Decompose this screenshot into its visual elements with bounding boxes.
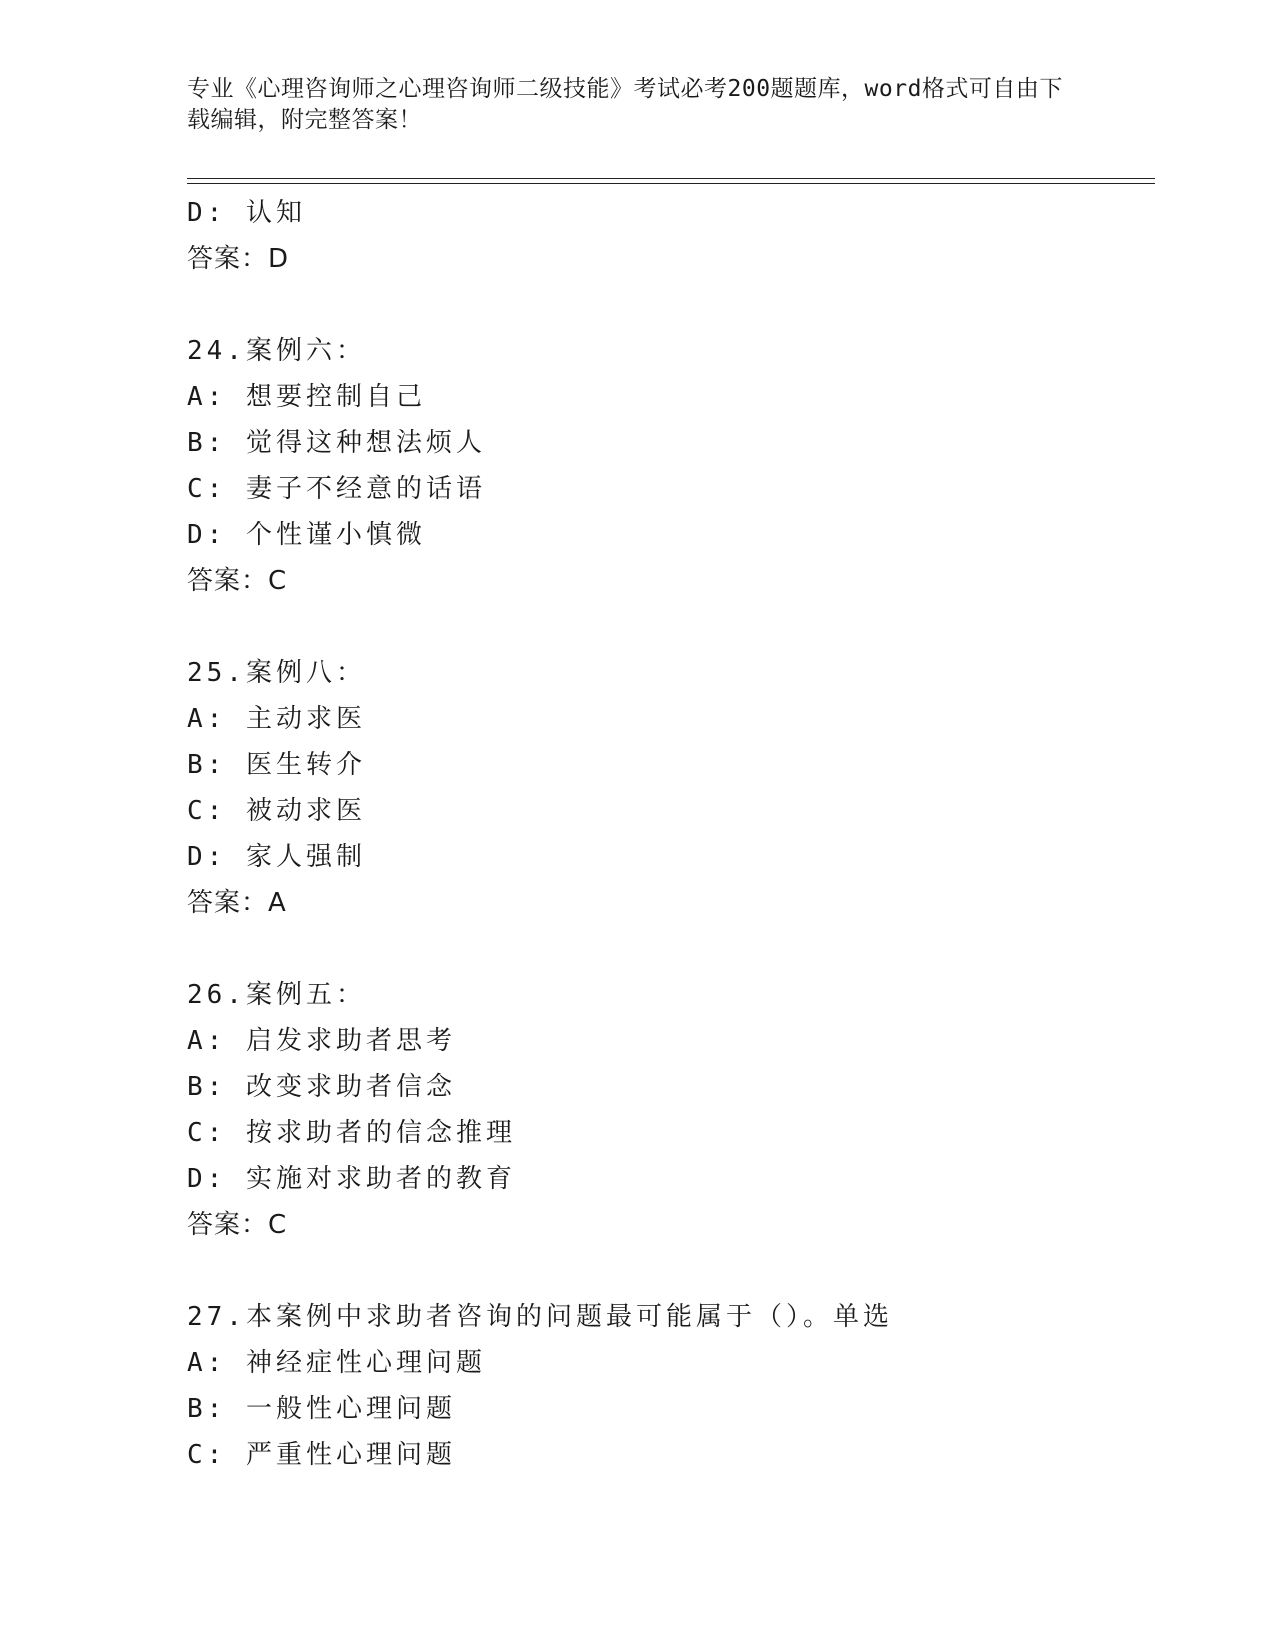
question-25 (187, 650, 1155, 972)
option-c: C: 妻子不经意的话语 (187, 474, 486, 504)
header-divider-bottom (187, 183, 1155, 184)
option-c: C: 严重性心理问题 (187, 1440, 456, 1470)
spacer (187, 1248, 1155, 1294)
option-a: A: 想要控制自己 (187, 382, 426, 412)
option-b: B: 医生转介 (187, 750, 366, 780)
document-header: 专业《心理咨询师之心理咨询师二级技能》考试必考200题题库，word格式可自由下载编辑，附完整答案！ (187, 76, 1063, 133)
answer-line: 答案：C (187, 1210, 288, 1240)
spacer (187, 926, 1155, 972)
question-26 (187, 972, 1155, 1294)
option-c: C: 按求助者的信念推理 (187, 1118, 516, 1148)
question-stem: 25.案例八： (187, 658, 366, 688)
spacer (187, 282, 1155, 328)
option-a: A: 启发求助者思考 (187, 1026, 456, 1056)
option-a: A: 神经症性心理问题 (187, 1348, 486, 1378)
answer-line: 答案：C (187, 566, 288, 596)
answer-line: 答案：D (187, 244, 290, 274)
option-a: A: 主动求医 (187, 704, 366, 734)
option-c: C: 被动求医 (187, 796, 366, 826)
option-b: B: 改变求助者信念 (187, 1072, 456, 1102)
question-list (187, 190, 1155, 1478)
question-24 (187, 328, 1155, 650)
question-stem: 27.本案例中求助者咨询的问题最可能属于（）。单选 (187, 1302, 893, 1332)
header-divider-top (187, 178, 1155, 179)
answer-line: 答案：A (187, 888, 287, 918)
option-b: B: 一般性心理问题 (187, 1394, 456, 1424)
option-d: D: 实施对求助者的教育 (187, 1164, 516, 1194)
option-d: D: 认知 (187, 198, 306, 228)
option-d: D: 个性谨小慎微 (187, 520, 426, 550)
option-d: D: 家人强制 (187, 842, 366, 872)
option-b: B: 觉得这种想法烦人 (187, 428, 486, 458)
question-27 (187, 1294, 1155, 1478)
question-stem: 26.案例五： (187, 980, 366, 1010)
question-stem: 24.案例六： (187, 336, 366, 366)
spacer (187, 604, 1155, 650)
